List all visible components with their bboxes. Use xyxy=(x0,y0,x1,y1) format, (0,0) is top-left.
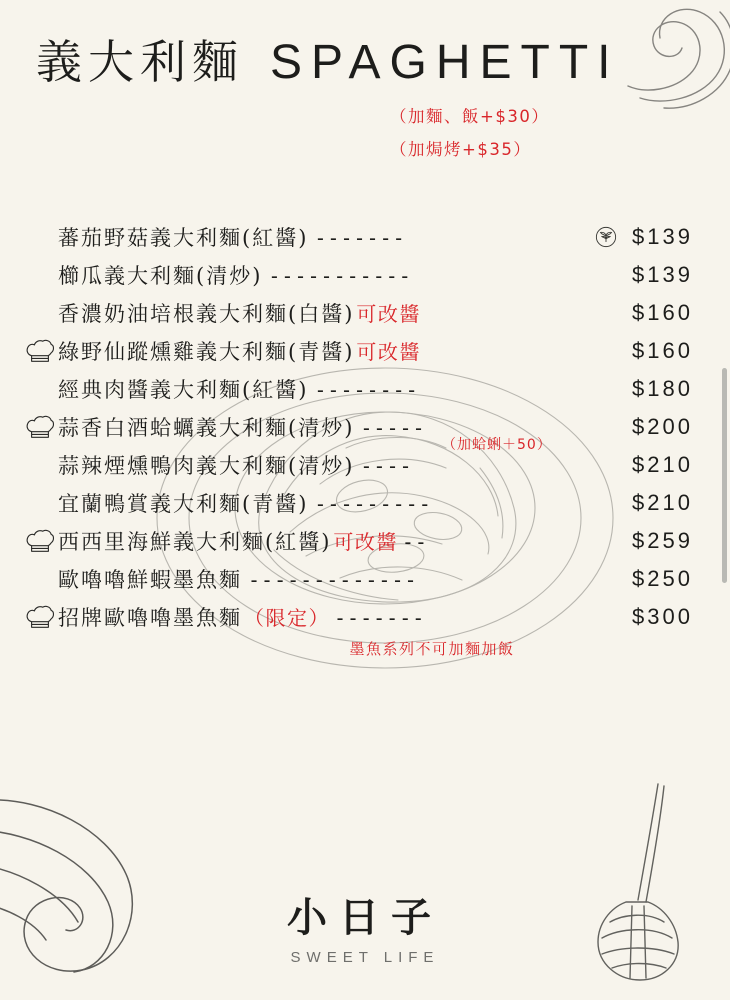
menu-item-name-wrap xyxy=(58,602,592,632)
menu-item-name: 蒜辣煙燻鴨肉義大利麵(清炒) xyxy=(58,454,355,478)
menu-item-dashes: --------- xyxy=(314,492,432,516)
menu-item-price: $139 xyxy=(632,224,693,249)
page-title-en: SPAGHETTI xyxy=(270,36,620,89)
menu-item-price: $160 xyxy=(632,338,693,363)
menu-item-name: 綠野仙蹤燻雞義大利麵(青醬) xyxy=(58,340,355,364)
chef-hat-icon xyxy=(22,337,58,365)
menu-item-name-wrap xyxy=(58,488,592,518)
menu-item-row[interactable] xyxy=(22,370,712,408)
menu-item-price: $200 xyxy=(632,414,693,439)
menu-item-row[interactable] xyxy=(22,522,712,560)
brand-name-cn: 小日子 xyxy=(287,894,443,941)
menu-item-tag: 可改醬 xyxy=(356,302,421,326)
menu-item-name: 蒜香白酒蛤蠣義大利麵(清炒) xyxy=(58,416,355,440)
menu-item-name: 櫛瓜義大利麵(清炒) xyxy=(58,264,263,288)
menu-item-price: $210 xyxy=(632,452,693,477)
title-row xyxy=(0,26,730,92)
menu-item-dashes: -- xyxy=(401,530,428,554)
menu-item-name-wrap xyxy=(58,336,592,366)
chef-hat-icon xyxy=(22,413,58,441)
menu-item-dashes: -------- xyxy=(314,378,419,402)
page-title-cn: 義大利麵 xyxy=(36,35,244,89)
menu-item-row[interactable] xyxy=(22,598,712,636)
chef-hat-icon xyxy=(22,527,58,555)
menu-item-name-wrap xyxy=(58,260,592,290)
menu-item-name-wrap xyxy=(58,564,592,594)
menu-item-row[interactable] xyxy=(22,484,712,522)
menu-item-dashes: ---- xyxy=(360,454,413,478)
menu-item-price: $259 xyxy=(632,528,693,553)
menu-item-price: $300 xyxy=(632,604,693,629)
menu-item-name-wrap xyxy=(58,298,592,328)
brand-name-en: SWEET LIFE xyxy=(290,949,440,966)
leaf-icon xyxy=(592,226,620,248)
menu-item-name: 蕃茄野菇義大利麵(紅醬) xyxy=(58,226,309,250)
menu-item-price: $139 xyxy=(632,262,693,287)
menu-header xyxy=(0,0,730,166)
menu-item-dashes: ------------- xyxy=(248,568,418,592)
menu-item-name-wrap xyxy=(58,450,592,480)
menu-item-dashes: ------- xyxy=(314,226,406,250)
menu-item-dashes: ----- xyxy=(360,416,426,440)
menu-item-name-wrap xyxy=(58,374,592,404)
menu-item-name: 招牌歐嚕嚕墨魚麵 xyxy=(58,606,242,630)
menu-item-row[interactable] xyxy=(22,408,712,446)
menu-item-price: $180 xyxy=(632,376,693,401)
menu-item-price: $210 xyxy=(632,490,693,515)
menu-item-name: 經典肉醬義大利麵(紅醬) xyxy=(58,378,309,402)
menu-item-name-wrap xyxy=(58,526,592,556)
menu-item-row[interactable] xyxy=(22,560,712,598)
menu-item-row[interactable] xyxy=(22,294,712,332)
menu-item-name: 宜蘭鴨賞義大利麵(青醬) xyxy=(58,492,309,516)
menu-item-row[interactable] xyxy=(22,437,712,484)
menu-item-name: 西西里海鮮義大利麵(紅醬) xyxy=(58,530,332,554)
menu-item-name: 歐嚕嚕鮮蝦墨魚麵 xyxy=(58,568,242,592)
menu-item-price: $160 xyxy=(632,300,693,325)
menu-item-dashes: ------- xyxy=(334,606,426,630)
menu-item-annotation: （加蛤蜊＋50） xyxy=(442,437,552,453)
menu-item-price: $250 xyxy=(632,566,693,591)
header-notes xyxy=(0,100,730,166)
menu-item-row[interactable] xyxy=(22,332,712,370)
chef-hat-icon xyxy=(22,603,58,631)
menu-item-row[interactable] xyxy=(22,218,712,256)
menu-footer-note: 墨魚系列不可加麵加飯 xyxy=(349,640,515,658)
brand-footer xyxy=(0,886,730,966)
menu-item-name: 香濃奶油培根義大利麵(白醬) xyxy=(58,302,355,326)
note-add-noodle: （加麵、飯+$30） xyxy=(390,107,550,126)
menu-item-name-wrap xyxy=(58,222,592,252)
note-add-baked: （加焗烤+$35） xyxy=(390,140,532,159)
menu-item-tag: 可改醬 xyxy=(333,530,398,554)
menu-list xyxy=(0,218,730,659)
menu-item-tag: （限定） xyxy=(244,606,330,630)
menu-item-tag: 可改醬 xyxy=(356,340,421,364)
menu-item-dashes: ----------- xyxy=(268,264,412,288)
menu-item-row[interactable] xyxy=(22,256,712,294)
